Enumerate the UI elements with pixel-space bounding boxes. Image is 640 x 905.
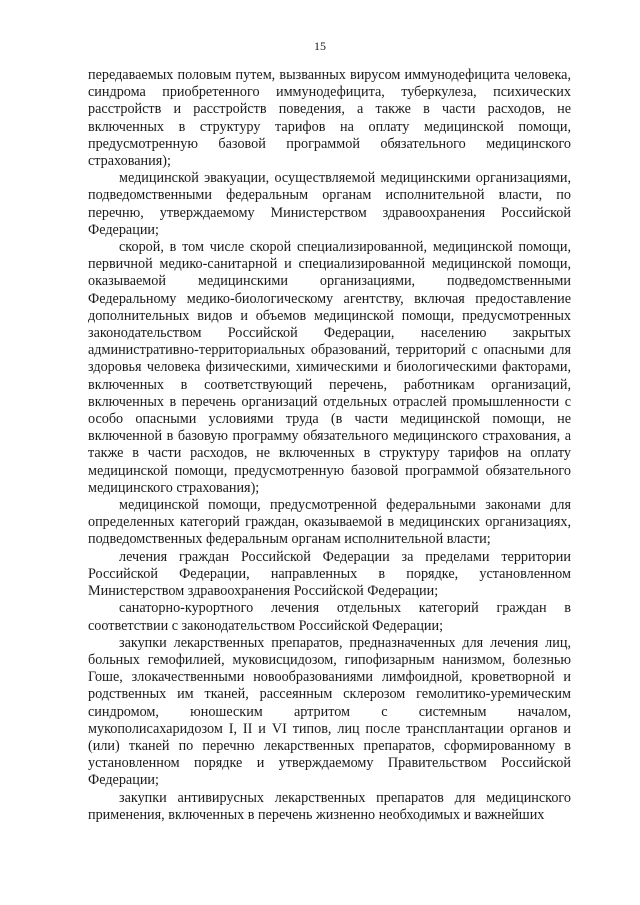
paragraph-antiviral-purchases: закупки антивирусных лекарственных препаратов для медицинского применения, включенных в перечень жизненно необходимых и важнейших: [88, 789, 571, 823]
page-number: 15: [314, 39, 326, 53]
paragraph-medical-evacuation: медицинской эвакуации, осуществляемой медицинскими организациями, подведомственными федеральным органам исполнительной власти, по перечню, утверждаемому Министерством здравоохранения Российской Федерации;: [88, 170, 571, 238]
paragraph-treatment-abroad: лечения граждан Российской Федерации за пределами территории Российской Федерации, направленных в порядке, установленном Министерством здравоохранения Российской Федерации;: [88, 548, 571, 600]
paragraph-federal-laws-care: медицинской помощи, предусмотренной федеральными законами для определенных категорий граждан, оказываемой в медицинских организациях, подведомственных федеральным органам исполнительной власти;: [88, 497, 571, 548]
paragraph-emergency-care: скорой, в том числе скорой специализированной, медицинской помощи, первичной медико-санитарной и специализированной медицинской помощи, оказываемой медицинскими организациями, подведомственными Федеральному медико-биологическому агентству, включая предоставление дополнительных видов и объемов медицинской помощи, предусмотренных законодательством Российской Федерации, населению закрытых административно-территориальных образований, территорий с опасными для здоровья человека физическими, химическими и биологическими факторами, включенных в соответствующий перечень, работникам организаций, включенных в перечень организаций отдельных отраслей промышленности с особо опасными условиями труда (в части медицинской помощи, не включенной в базовую программу обязательного медицинского страхования, а также в части расходов, не включенных в структуру тарифов на оплату медицинской помощи, предусмотренную базовой программой обязательного медицинского страхования);: [88, 239, 571, 496]
paragraph-sanatorium-treatment: санаторно-курортного лечения отдельных категорий граждан в соответствии с законодательством Российской Федерации;: [88, 600, 571, 634]
paragraph-drug-purchases: закупки лекарственных препаратов, предназначенных для лечения лиц, больных гемофилией, муковисцидозом, гипофизарным нанизмом, болезнью Гоше, злокачественными новообразованиями лимфоидной, кроветворной и родственных им тканей, рассеянным склерозом гемолитико-уремическим синдромом, юношеским артритом с системным началом, мукополисахаридозом I, II и VI типов, лиц после трансплантации органов и (или) тканей по перечню лекарственных препаратов, сформированному в установленном порядке и утверждаемому Правительством Российской Федерации;: [88, 634, 571, 789]
paragraph-continuation: передаваемых половым путем, вызванных вирусом иммунодефицита человека, синдрома приобретенного иммунодефицита, туберкулеза, психических расстройств и расстройств поведения, а также в части расходов, не включенных в структуру тарифов на оплату медицинской помощи, предусмотренную базовой программой обязательного медицинского страхования);: [88, 67, 571, 170]
document-body: [88, 67, 571, 824]
